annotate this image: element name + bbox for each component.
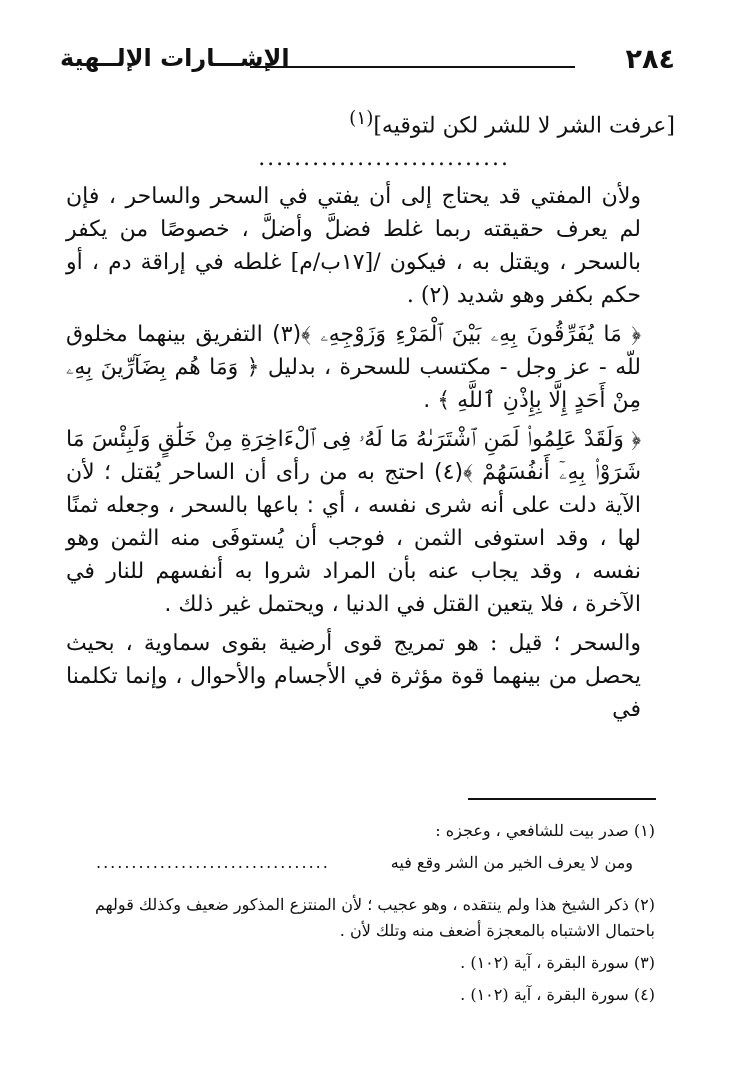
footnote-4: (٤) سورة البقرة ، آية (١٠٢) . xyxy=(460,985,655,1004)
footnotes xyxy=(80,818,655,1014)
main-text xyxy=(66,102,675,732)
ellipsis-separator: ............................ xyxy=(258,146,510,172)
header-rule xyxy=(250,66,575,68)
footnote-ref-1: (١) xyxy=(349,108,374,129)
footnote-1: (١) صدر بيت للشافعي ، وعجزه : xyxy=(435,821,655,840)
paragraph-walaqad: ﴿ وَلَقَدْ عَلِمُوا۟ لَمَنِ ٱشْتَرَىٰهُ مَا لَهُۥ فِى ٱلْءَاخِرَةِ مِنْ خَلَٰقٍ وَلَبِئْسَ مَا شَرَوْا۟ بِهِۦٓ أَنفُسَهُمْ ﴾(٤) احتج به من رأى أن الساحر يُقتل ؛ لأن الآية دلت على أنه شرى نفسه ، أي : باعها بالسحر ، وجعله ثمنًا لها ، وقد استوفى الثمن ، فوجب أن يُستوفَى منه الثمن وهو نفسه ، وقد يجاب عنه بأن المراد شروا به أنفسهم للنار في الآخرة ، فلا يتعين القتل في الدنيا ، ويحتمل غير ذلك . xyxy=(66,427,641,618)
footnote-separator xyxy=(468,798,656,800)
page-header xyxy=(60,44,675,84)
paragraph-mufti: ولأن المفتي قد يحتاج إلى أن يفتي في السحر والساحر ، فإن لم يعرف حقيقته ربما غلط فضلَّ وأضلَّ ، خصوصًا من يكفر بالسحر ، ويقتل به ، فيكون /[١٧ب/م] غلطه في إراقة دم ، أو حكم بكفر وهو شديد (٢) . xyxy=(66,184,641,309)
footnote-1-ellipsis: ................................. xyxy=(96,853,330,872)
verse-quote-text: [عرفت الشر لا للشر لكن لتوقيه] xyxy=(373,113,675,139)
verse-quote xyxy=(66,102,675,142)
paragraph-sihr: والسحر ؛ قيل : هو تمريج قوى أرضية بقوى سماوية ، بحيث يحصل من بينهما قوة مؤثرة في الأجسام والأحوال ، وإنما تكلمنا في xyxy=(66,631,641,723)
footnote-2: (٢) ذكر الشيخ هذا ولم ينتقده ، وهو عجيب ؛ لأن المنتزع المذكور ضعيف وكذلك قولهم باحتمال الاشتباه بالمعجزة أضعف منه وتلك لأن . xyxy=(95,895,655,940)
paragraph-tafriq: ﴿ مَا يُفَرِّقُونَ بِهِۦ بَيْنَ ٱلْمَرْءِ وَزَوْجِهِۦ ﴾(٣) التفريق بينهما مخلوق للّه - عز وجل - مكتسب للسحرة ، بدليل ﴿ وَمَا هُم بِضَآرِّينَ بِهِۦ مِنْ أَحَدٍ إِلَّا بِإِذْنِ ٱللَّهِ ﴾ . xyxy=(66,322,641,414)
footnote-3: (٣) سورة البقرة ، آية (١٠٢) . xyxy=(460,953,655,972)
running-title: الإشـــارات الإلــهية xyxy=(60,44,290,72)
page-number: ٢٨٤ xyxy=(625,44,675,75)
footnote-1-verse-text: ومن لا يعرف الخير من الشر وقع فيه xyxy=(390,853,633,872)
footnote-1-verse xyxy=(96,850,633,876)
